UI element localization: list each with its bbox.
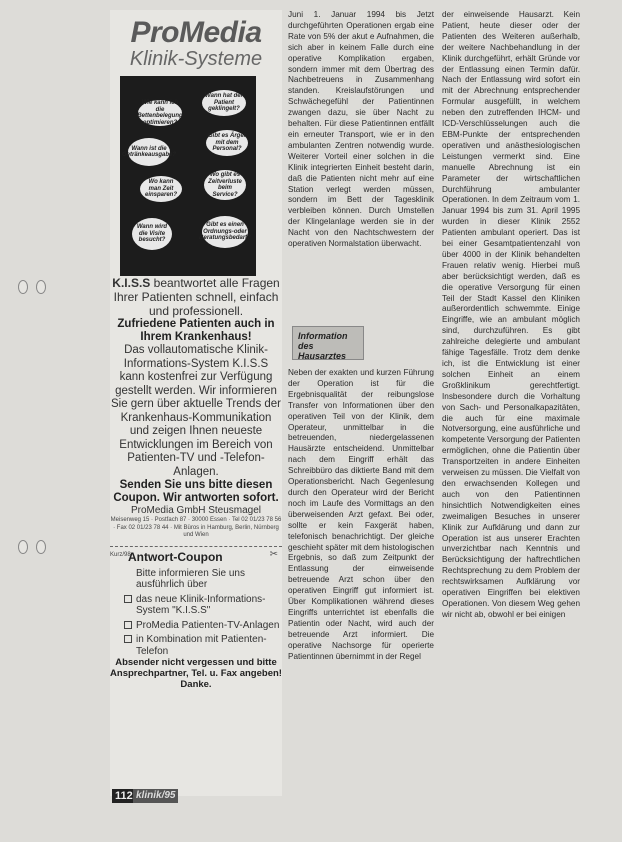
ad-address: Meisenweg 15 · Postfach 87 · 30000 Essen · Tel 02 01/23 78 56 · Fax 02 01/23 78 44 · Mit Büros in Hamburg, Berlin, Nürnberg und Wien — [110, 517, 282, 538]
ad-brand-subtitle: Klinik-Systeme — [129, 48, 263, 70]
checkbox-icon[interactable] — [124, 621, 132, 629]
question-bubble: Wo gibt es Zeitverluste beim Service? — [204, 170, 246, 200]
question-bubble: Gibt es einen Ordnungs-oder Beratungsbedarf? — [202, 216, 248, 248]
kiss-intro — [110, 276, 282, 318]
ad-brand-title: ProMedia — [130, 16, 262, 49]
coupon-intro: Bitte informieren Sie uns ausführlich über — [136, 567, 245, 590]
coupon-title: Antwort-Coupon — [128, 549, 223, 564]
article-paragraph: der einweisende Hausarzt. Kein Patient, heute dieser oder der Patienten des Weiteren außerhalb, der weitere Nachbehandlung in der Klinik durchgeführt, erhält Gründe vor der Entlassung einen Termin dafür. Nach der Entlassung wird sofort ein mit der Abrechnung entsprechender Formular ausgefüllt, in welchem neben den zutreffenden IHCM- und ICD-Verschlüsselungen auch die EBM-Punkte der entsprechenden operativen und anästhesiologischen Leistungen vermerkt sind. Eine manuelle Abrechnung ist ein Parameter der wirtschaftlichen Durchführung ambulanter Operationen. In dem Zeitraum vom 1. Januar 1994 bis zum 31. April 1995 wurden in dieser Klinik 2552 Patienten ambulant operiert. Das ist bei einer Gesamtpatientenzahl von über 4000 in der Klinik behandelten Frauen relativ wenig. Hierbei muß aber berücksichtigt werden, daß es die operative Versorgung für einen Teil der Stadt Kassel den Kliniken außerordentlich schwemmte. Einige Eingriffe, wie an ambulant möglich sind, durchzuführen. Es gibt zahlreiche delegierte und ambulant fähige Tagesfälle. Trotz dem denke ich, ist die Entwicklung ist einer solchen Einheit an einem Großklinikum gerechtfertigt. Insbesondere durch die Vorhaltung von Sach- und Personalkapazitäten, die auch für eine maximale Notversorgung, eine ausführliche und kompetente Versorgung der Patienten ermöglichen, ohne die Patientin über Transportzeiten in andere Einheiten verweisen zu müssen. Die Vielfalt von den erwachsenden Kollegen und auch von den Patientinnen hinsichtlich Notwendigkeiten eines zweimaligen Besuches in unserer Klinik zur Aufklärung und dann zur Operation ist aus unserer Erachten unverzichtbar nach Kenntnis und Berücksichtigung der haftrechtlichen Rechtsprechung zu dem Problem der rechtswirksamen Aufklärung vor operativen Eingriffen bei elektiven Operationen. Von diesem Weg gehen wir nicht ab, obwohl er bei einigen — [442, 10, 580, 619]
magazine-logo: klinik/95 — [133, 789, 178, 803]
answer-coupon[interactable] — [110, 546, 282, 691]
checkbox-icon[interactable] — [124, 635, 132, 643]
article-column-3 — [442, 10, 580, 621]
checkbox-icon[interactable] — [124, 595, 132, 603]
ad-company-name: ProMedia GmbH Steusmagel — [130, 505, 262, 516]
coupon-option-label: ProMedia Patienten-TV-Anlagen — [136, 619, 280, 631]
promedia-advertisement — [110, 10, 282, 796]
question-bubble: Wie kann ich die Bettenbelegung optimieren? — [137, 100, 183, 126]
ad-send-line: Senden Sie uns bitte diesen Coupon. Wir antworten sofort. — [113, 479, 279, 504]
question-bubble: Wann hat der Patient geklingelt? — [202, 90, 246, 116]
punch-holes-bottom — [18, 540, 58, 554]
article-paragraph: Neben der exakten und kurzen Führung der Operation ist für die Ergebnisqualität der reibungslose Transfer von Informationen über den operativen Teil von der Klinik, dem Operateur, unmittelbar in die betreuenden, niedergelassenen Hausärzte entscheidend. Unmittelbar nach dem Eingriff erhält das Schreibbüro das diktierte Band mit dem Operationsbericht. Nach Gegenlesung durch den Operateur wird der Bericht noch im Laufe des Vormittags an den überweisenden Arzt gefaxt. Bei oder, sollte er kein Faxgerät haben, telefonisch benachrichtigt. Der gleiche geschieht später mit dem histologischen Ergebnis, so daß zum Zeitpunkt der Entlassung der einweisende betreuende Arzt schon über den operativen Eingriff gut informiert ist. Über Komplikationen während dieses Eingriffs unterrichtet ist ebenfalls die Patientin oder Nacht, wird auch der betreuende Arzt informiert. Die operative Nachsorge für operierte Patientinnen übernimmt in der Regel — [288, 368, 434, 661]
article-column-2 — [288, 368, 434, 662]
question-bubble: Wann wird die Visite besucht? — [132, 218, 172, 250]
coupon-option-kiss[interactable] — [124, 594, 282, 617]
question-bubble: Gibt es Ärger mit dem Personal? — [206, 130, 248, 156]
ad-body-text: Das vollautomatische Klinik-Informations-System K.I.S.S kann kostenfrei zur Verfügung gestellt werden. Wir informieren Sie gern über aktuelle Trends der Krankenhaus-Kommunikation und zeigen Ihnen neueste Entwicklungen im Bereich von Patienten-TV und -Telefon-Anlagen. — [110, 344, 282, 478]
coupon-option-label: in Kombination mit Patienten-Telefon — [136, 634, 267, 657]
coupon-option-label: das neue Klinik-Informations-System "K.I.S.S" — [136, 593, 266, 616]
article-paragraph: Juni 1. Januar 1994 bis Jetzt durchgeführten Operationen ergab eine Rate von 5% der akut e Aufnahmen, die sich aber in keinem Falle durch eine operative Komplikation ergaben, sondern immer mit dem Übertrag des Nachbetreuens in Zusammenhang standen. Kreislaufstörungen und Schwächegefühl der Patientinnen zwangen dazu, sie über Nacht zu behalten. Für diese Patientinnen entfällt ein erneuter Transport, wie er in den ambulanten Zentren notwendig wurde. Weiterer Vorteil einer solchen in die Klinik integrierten Einheit besteht darin, daß die Patienten nicht mehr auf eine Station verlegt werden müssen, sondern im Bett der Tagesklinik verbleiben können. Durch Umstellen der Klingelanlage werden sie in der Nacht von den Nachtschwestern der operativen Normalstation überwacht. — [288, 10, 434, 249]
coupon-option-telephone[interactable] — [124, 634, 282, 657]
kiss-brand: K.I.S.S — [112, 276, 151, 290]
page-number: 112 — [112, 789, 136, 803]
section-heading-box: Information des Hausarztes — [292, 326, 364, 360]
article-column-1 — [288, 10, 434, 250]
scissors-icon: ✂ — [269, 548, 278, 560]
coupon-option-tv[interactable] — [124, 620, 282, 632]
punch-holes-top — [18, 280, 58, 294]
coupon-footer-note: Absender nicht vergessen und bitte Ansprechpartner, Tel. u. Fax angeben! Danke. — [110, 657, 282, 690]
question-bubble: Wo kann man Zeit einsparen? — [140, 176, 182, 202]
kiss-text: beantwortet alle Fragen Ihrer Patienten schnell, einfach und professionell. — [113, 276, 280, 318]
ad-headline: Zufriedene Patienten auch in Ihrem Krankenhaus! — [117, 318, 275, 343]
coupon-code: Kurz/98 — [110, 551, 131, 558]
question-bubble: Wann ist die Getränkeausgabe? — [128, 138, 170, 166]
ad-poster — [120, 76, 256, 276]
